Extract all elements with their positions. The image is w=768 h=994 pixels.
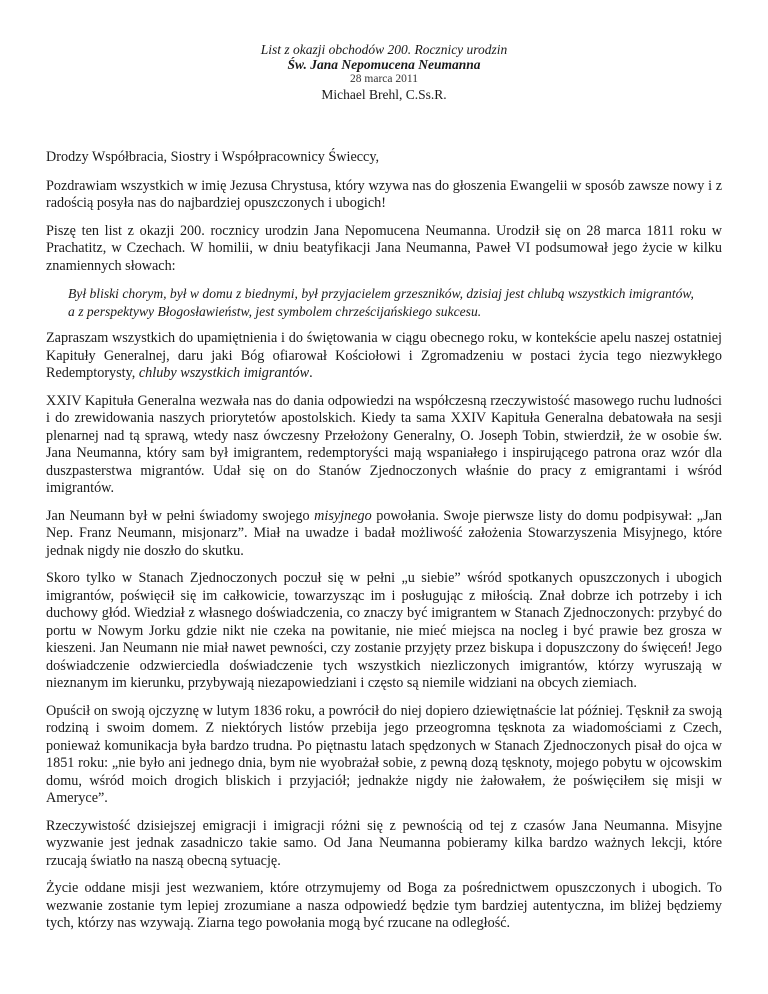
greeting: Drodzy Współbracia, Siostry i Współpracownicy Świeccy, <box>46 149 380 165</box>
paragraph-6: Skoro tylko w Stanach Zjednoczonych poczuł się w pełni „u siebie” wśród spotkanych opuszczonych i ubogich imigrantów, poświęcił się im całkowicie, towarzysząc im i posługując z miłością. Znał dobrze ich potrzeby i ich duchowy głód. Wiedział z własnego doświadczenia, co znaczy być imigrantem w Stanach Zjednoczonych: przybyć do portu w Nowym Jorku gdzie nikt nie czeka na powitanie, nie mieć miejsca na nocleg i być prawie bez grosza w kieszeni. Jan Neumann nie miał nawet pewności, czy zostanie przyjęty przez biskupa i dopuszczony do święceń! Jego doświadczenie odzwierciedla doświadczenie tych wszystkich niezliczonych imigrantów, którzy wyruszają w nieznanym im kierunku, przybywają niezapowiedziani i często są niemile widziani na obcych ziemiach. <box>46 570 722 691</box>
paragraph-3-italic: chluby wszystkich imigrantów <box>138 365 310 381</box>
quotation: Był bliski chorym, był w domu z biednymi, był przyjacielem grzeszników, dzisiaj jest chlubą wszystkich imigrantów, a z perspektywy Błogosławieństw, jest symbolem chrześcijańskiego sukcesu. <box>68 286 694 319</box>
paragraph-2: Piszę ten list z okazji 200. rocznicy urodzin Jana Nepomucena Neumanna. Urodził się on 28 marca 1811 roku w Prachatitz, w Czechach. W homilii, w dniu beatyfikacji Jana Neumanna, Paweł VI podsumował jego życie w kilku znamiennych słowach: <box>46 222 722 274</box>
header-subtitle: List z okazji obchodów 200. Rocznicy urodzin <box>260 42 508 57</box>
paragraph-5-start: Jan Neumann był w pełni świadomy swojego <box>46 507 315 524</box>
paragraph-7: Opuścił on swoją ojczyznę w lutym 1836 roku, a powrócił do niej dopiero dziewiętnaście lat później. Tęsknił za swoją rodziną i swoim domem. Z niektórych listów przebija jego przeogromna tęsknota za wiadomościami z Czech, ponieważ komunikacja była bardzo trudna. Po piętnastu latach spędzonych w Stanach Zjednoczonych pisał do ojca w 1851 roku: „nie było ani jednego dnia, bym nie wyobrażał sobie, z pewną dozą tęsknoty, mojego pobytu w ojcowskim domu, wśród moich drogich bliskich i przyjaciół; jednakże nigdy nie żałowałem, że poświęciłem się misji w Ameryce”. <box>46 702 722 806</box>
paragraph-3-end: . <box>309 365 313 381</box>
header-author: Michael Brehl, C.Ss.R. <box>321 87 447 102</box>
paragraph-8: Rzeczywistość dzisiejszej emigracji i imigracji różni się z pewnością od tej z czasów Jana Neumanna. Misyjne wyzwanie jest jednak zasadniczo takie samo. Od Jana Neumanna pobieramy kilka bardzo ważnych lekcji, które rzucają światło na naszą obecną sytuację. <box>46 817 722 869</box>
paragraph-3-text: Zapraszam wszystkich do upamiętnienia i do świętowania w ciągu obecnego roku, w kontekście apelu naszej ostatniej Kapituły Generalnej, daru jaki Bóg ofiarował Kościołowi i Zgromadzeniu w postaci życia tego niezwykłego Redemptorysty, <box>46 330 722 381</box>
letter-header <box>46 42 722 103</box>
paragraph-5-italic: misyjnego <box>314 507 372 524</box>
paragraph-9: Życie oddane misji jest wezwaniem, które otrzymujemy od Boga za pośrednictwem opuszczonych i ubogich. To wezwanie zostanie tym lepiej zrozumiane a nasza odpowiedź będzie tym bardziej autentyczna, im bliżej będziemy tych, którzy nas wzywają. Ziarna tego powołania mogą być rzucane na odległość. <box>46 880 722 931</box>
header-title: Św. Jana Nepomucena Neumanna <box>287 57 481 72</box>
paragraph-5 <box>46 508 722 561</box>
header-date: 28 marca 2011 <box>350 73 418 85</box>
paragraph-1: Pozdrawiam wszystkich w imię Jezusa Chrystusa, który wzywa nas do głoszenia Ewangelii w sposób zawsze nowy i z radością posyła nas do najbardziej opuszczonych i ubogich! <box>46 177 722 211</box>
paragraph-4: XXIV Kapituła Generalna wezwała nas do dania odpowiedzi na współczesną rzeczywistość masowego ruchu ludności i do zrewidowania naszych priorytetów apostolskich. Kiedy ta sama XXIV Kapituła Generalna debatowała na sesji plenarnej nad tą sprawą, wtedy nasz ówczesny Przełożony Generalny, O. Joseph Tobin, stwierdził, że w osobie św. Jana Neumanna, który sam był imigrantem, redemptoryści mają wspaniałego i inspirującego patrona oraz wzór dla duszpasterstwa migrantów. Udał się on do Stanów Zjednoczonych właśnie do pracy z emigrantami i wśród imigrantów. <box>46 392 722 496</box>
paragraph-5-end: powołania. Swoje pierwsze listy do domu podpisywał: „Jan Nep. Franz Neumann, misjonarz”. Miał na uwadze i badał możliwość założenia Stowarzyszenia Misyjnego, które jednak nigdy nie doszło do skutku. <box>46 507 722 559</box>
letter-body <box>46 149 722 943</box>
paragraph-3 <box>46 330 722 383</box>
